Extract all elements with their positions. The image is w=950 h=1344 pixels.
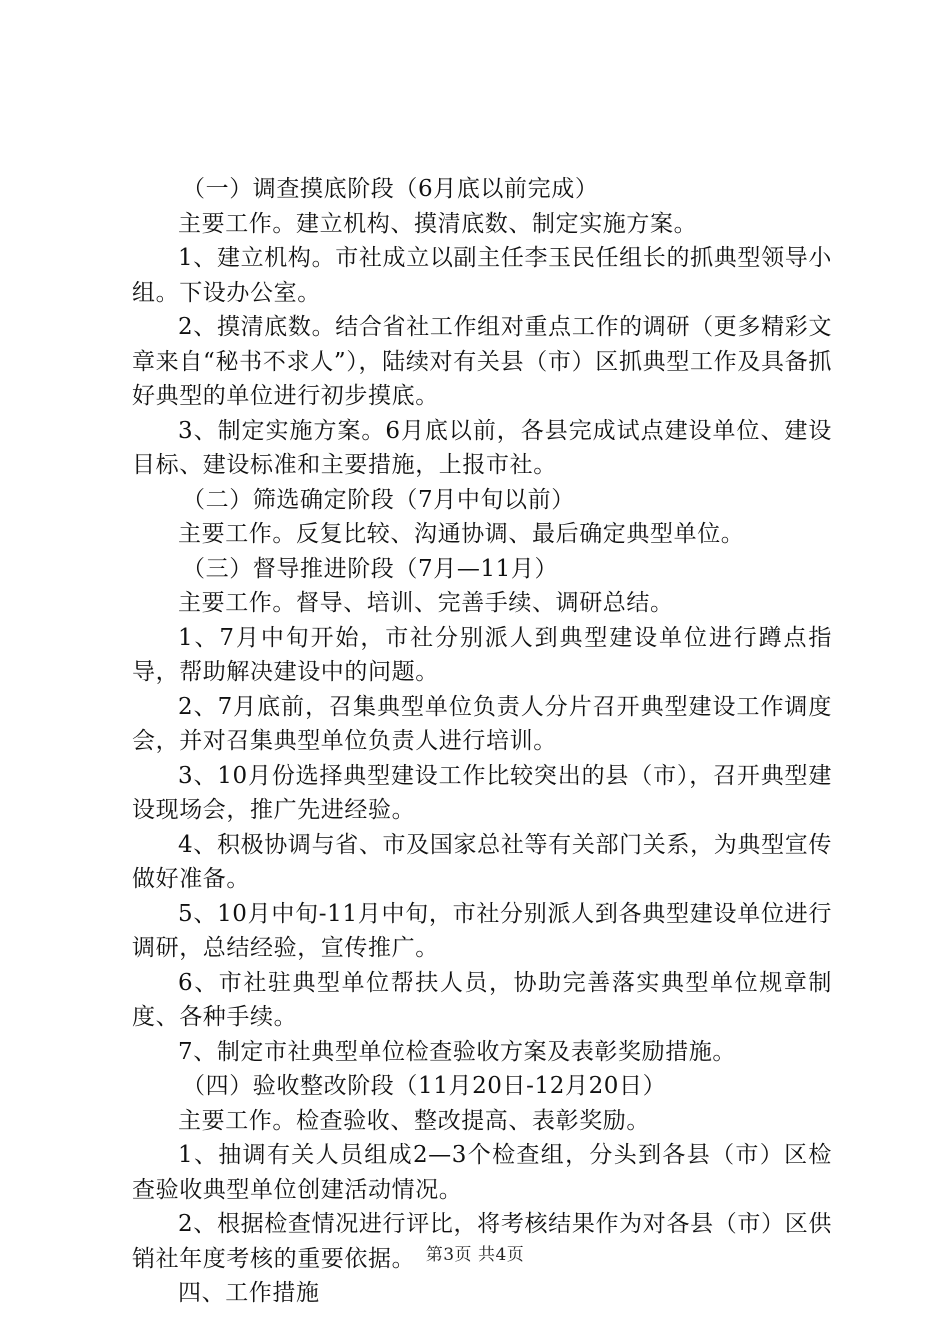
section-heading-survey-stage: （一）调查摸底阶段（6月底以前完成） [182, 176, 599, 202]
section-heading-work-measures: 四、工作措施 [178, 1280, 320, 1306]
paragraph-supervision-item-7: 7、制定市社典型单位检查验收方案及表彰奖励措施。 [178, 1038, 737, 1065]
page-number-footer: 第3页 共4页 [425, 1245, 525, 1265]
paragraph-supervision-item-5: 5、10月中旬-11月中旬，市社分别派人到各典型建设单位进行调研，总结经验，宣传推广。 [132, 900, 832, 961]
paragraph-main-work-3: 主要工作。督导、培训、完善手续、调研总结。 [178, 590, 674, 616]
paragraph-supervision-item-3: 3、10月份选择典型建设工作比较突出的县（市），召开典型建设现场会，推广先进经验。 [132, 762, 832, 823]
paragraph-implementation-plan: 3、制定实施方案。6月底以前，各县完成试点建设单位、建设目标、建设标准和主要措施，上报市社。 [132, 417, 832, 478]
paragraph-supervision-item-2: 2、7月底前，召集典型单位负责人分片召开典型建设工作调度会，并对召集典型单位负责人进行培训。 [132, 693, 832, 754]
paragraph-main-work-4: 主要工作。检查验收、整改提高、表彰奖励。 [178, 1107, 650, 1134]
paragraph-establish-organization: 1、建立机构。市社成立以副主任李玉民任组长的抓典型领导小组。下设办公室。 [132, 245, 832, 306]
paragraph-acceptance-item-1: 1、抽调有关人员组成2—3个检查组，分头到各县（市）区检查验收典型单位创建活动情况。 [132, 1142, 832, 1203]
paragraph-supervision-item-1: 1、7月中旬开始，市社分别派人到典型建设单位进行蹲点指导，帮助解决建设中的问题。 [132, 624, 832, 685]
section-heading-supervision-stage: （三）督导推进阶段（7月—11月） [182, 555, 559, 582]
paragraph-main-work-1: 主要工作。建立机构、摸清底数、制定实施方案。 [178, 210, 698, 237]
paragraph-main-work-2: 主要工作。反复比较、沟通协调、最后确定典型单位。 [178, 521, 745, 547]
paragraph-supervision-item-4: 4、积极协调与省、市及国家总社等有关部门关系，为典型宣传做好准备。 [132, 831, 832, 892]
section-heading-selection-stage: （二）筛选确定阶段（7月中旬以前） [182, 486, 575, 513]
section-heading-acceptance-stage: （四）验收整改阶段（11月20日-12月20日） [182, 1073, 667, 1099]
paragraph-supervision-item-6: 6、市社驻典型单位帮扶人员，协助完善落实典型单位规章制度、各种手续。 [132, 969, 832, 1030]
paragraph-acceptance-item-2: 2、根据检查情况进行评比，将考核结果作为对各县（市）区供销社年度考核的重要依据。 [132, 1211, 832, 1272]
document-body [132, 172, 832, 1311]
paragraph-clarify-base: 2、摸清底数。结合省社工作组对重点工作的调研（更多精彩文章来自“秘书不求人”），陆续对有关县（市）区抓典型工作及具备抓好典型的单位进行初步摸底。 [132, 314, 832, 409]
